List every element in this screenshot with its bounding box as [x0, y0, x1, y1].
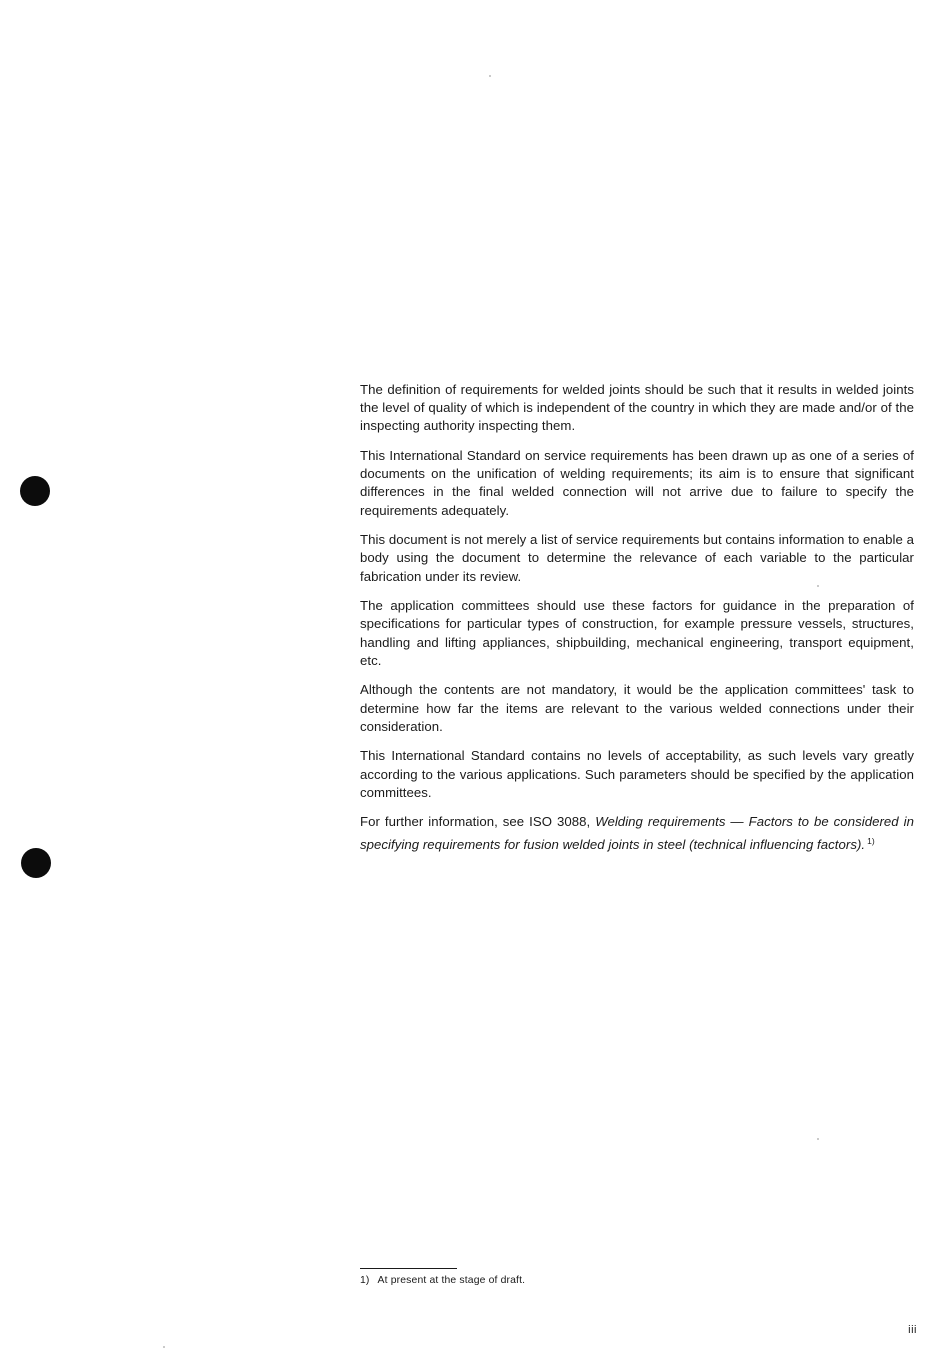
footnote-separator — [360, 1268, 457, 1269]
scan-speck — [163, 1346, 165, 1348]
intro-paragraph: The definition of requirements for welded joints should be such that it results in welded joints the level of quality of which is independent of the country in which they are made and/or of the inspecting authority inspecting them. — [360, 382, 914, 434]
intro-paragraph: This document is not merely a list of service requirements but contains information to enable a body using the document to determine the relevance of each variable to the particular fabrication under its review. — [360, 532, 914, 584]
punch-hole-mark — [21, 848, 51, 878]
footnote-text: At present at the stage of draft. — [377, 1275, 526, 1286]
footnote — [360, 1274, 525, 1287]
referenced-standard-title: Welding requirements — Factors to be considered in specifying requirements for fusion welded joints in steel (technical influencing factors). — [360, 814, 915, 852]
intro-paragraph-reference — [360, 813, 914, 853]
scan-speck — [817, 1138, 819, 1140]
intro-paragraph: This International Standard contains no levels of acceptability, as such levels vary greatly according to the various applications. Such parameters should be specified by the application committees. — [360, 748, 914, 800]
intro-paragraph: This International Standard on service requirements has been drawn up as one of a series of documents on the unification of welding requirements; its aim is to ensure that significant differences in the final welded connection will not arrive due to failure to specify the requirements adequately. — [360, 448, 914, 518]
punch-hole-mark — [20, 476, 50, 506]
intro-paragraph: The application committees should use these factors for guidance in the preparation of specifications for particular types of construction, for example pressure vessels, structures, handling and lifting appliances, shipbuilding, mechanical engineering, transport equipment, etc. — [360, 598, 914, 668]
intro-paragraph: Although the contents are not mandatory, it would be the application committees' task to determine how far the items are relevant to the various welded connections under their consideration. — [360, 682, 914, 734]
footnote-reference-mark: 1) — [867, 835, 875, 846]
introduction-text — [360, 381, 914, 865]
scan-speck — [489, 75, 491, 77]
page-number: iii — [908, 1324, 917, 1336]
footnote-number: 1) — [360, 1275, 370, 1286]
reference-lead-text: For further information, see ISO 3088, — [360, 814, 591, 830]
